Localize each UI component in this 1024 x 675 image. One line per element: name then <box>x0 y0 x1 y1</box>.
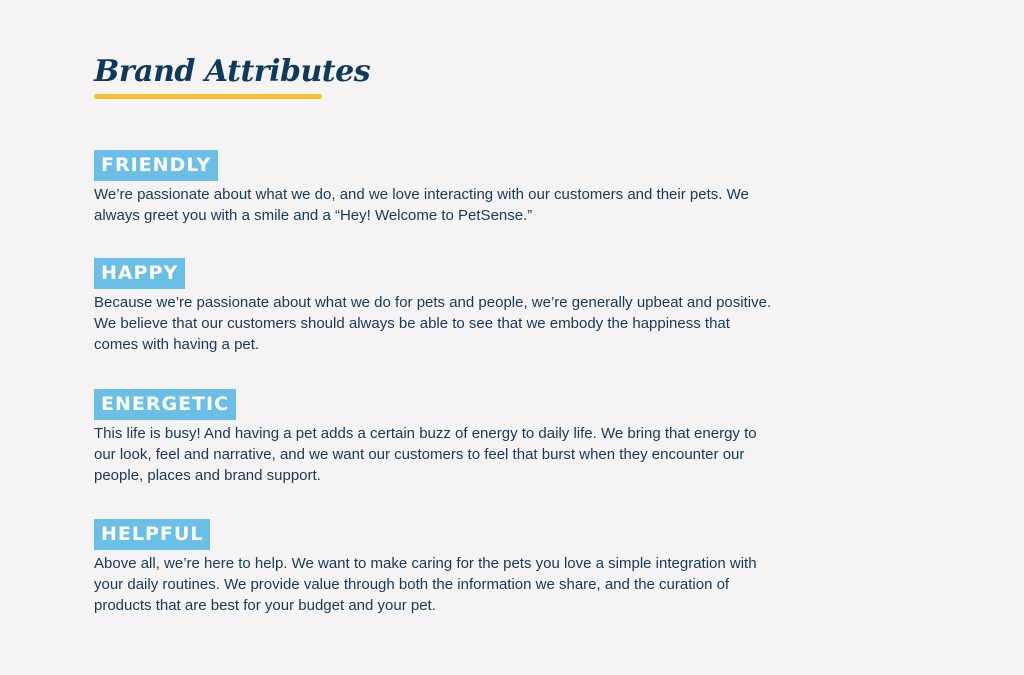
attribute-tag: HELPFUL <box>94 519 210 550</box>
page-title: Brand Attributes <box>94 54 371 89</box>
title-underline <box>94 94 322 99</box>
attribute-energetic <box>94 389 794 486</box>
attribute-tag: FRIENDLY <box>94 150 218 181</box>
attribute-friendly <box>94 150 794 226</box>
attribute-description: We’re passionate about what we do, and we love interacting with our customers and their pets. We always greet you with a smile and a “Hey! Welcome to PetSense.” <box>94 186 749 224</box>
attribute-tag: HAPPY <box>94 258 185 289</box>
attribute-description: Because we’re passionate about what we do for pets and people, we’re generally upbeat and positive. We believe that our customers should always be able to see that we embody the happiness that comes with having a pet. <box>94 294 772 353</box>
brand-attributes-page <box>94 54 794 614</box>
attribute-helpful <box>94 519 794 616</box>
attribute-description: This life is busy! And having a pet adds a certain buzz of energy to daily life. We bring that energy to our look, feel and narrative, and we want our customers to feel that burst when they encounter our people, places and brand support. <box>94 425 757 484</box>
attribute-tag: ENERGETIC <box>94 389 236 420</box>
attribute-happy <box>94 258 794 355</box>
attribute-description: Above all, we’re here to help. We want to make caring for the pets you love a simple integration with your daily routines. We provide value through both the information we share, and the curation of products that are best for your budget and your pet. <box>94 555 757 614</box>
